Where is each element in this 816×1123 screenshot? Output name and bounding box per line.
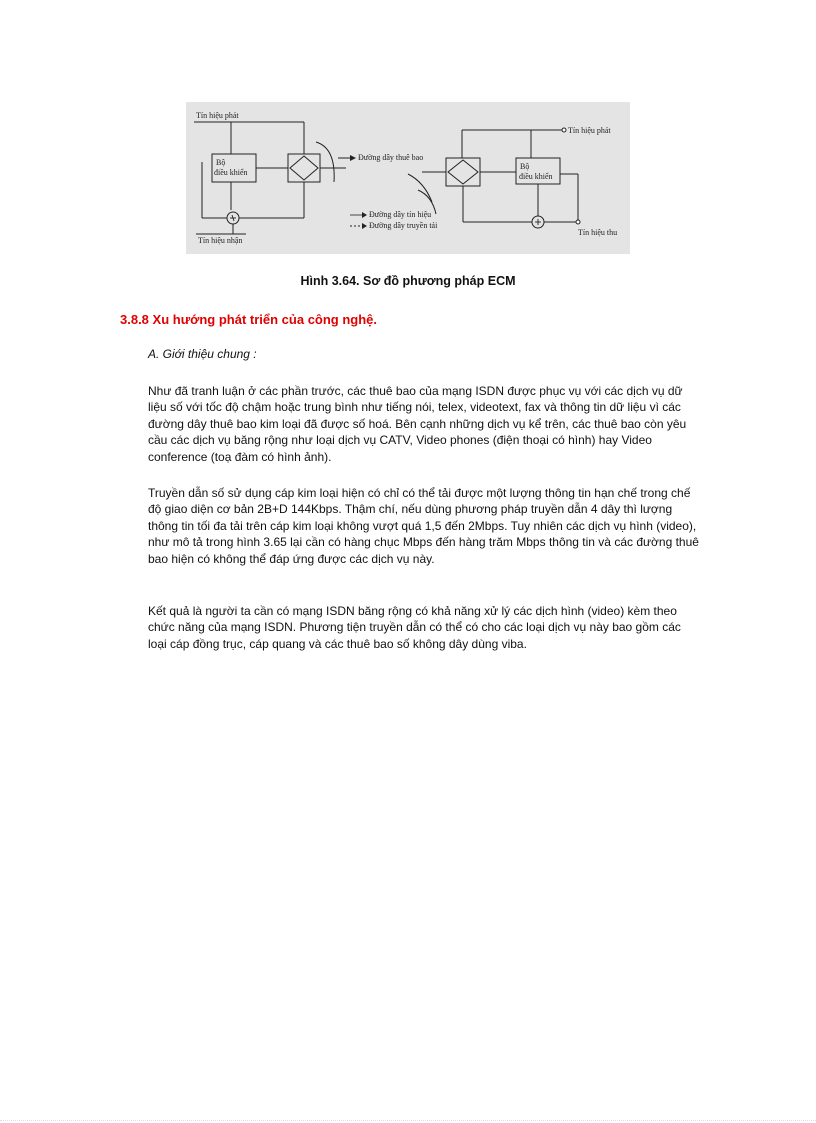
label-subscriber-line: Đường dây thuê bao	[358, 153, 424, 162]
label-rx-left: Tín hiệu nhận	[198, 236, 243, 245]
ecm-diagram	[186, 102, 630, 254]
paragraph-2: Truyền dẫn số sử dụng cáp kim loại hiện có chỉ có thể tải được một lượng thông tin hạn chế trong chế độ giao diện cơ bản 2B+D 144Kbps. Thậm chí, nếu dùng phương pháp truyền dẫn 4 dây thì lượng thông tin tối đa tải trên cáp kim loại không vượt quá 1,5 đến 2Mbps. Tuy nhiên các dịch vụ hình (video), như mô tả trong hình 3.65 lại cần có hàng chục Mbps đến hàng trăm Mbps thông tin và các đường thuê bao hiện có không thể đáp ứng được các dịch vụ này.	[148, 486, 699, 566]
label-controller-left-2: điều khiển	[214, 168, 248, 177]
label-controller-left-1: Bộ	[216, 158, 226, 167]
label-tx-right: Tín hiệu phát	[568, 126, 611, 135]
label-controller-right-1: Bộ	[520, 162, 530, 171]
paragraph-3: Kết quả là người ta cần có mạng ISDN băng rộng có khả năng xử lý các dịch hình (video) kèm theo chức năng của mạng ISDN. Phương tiện truyền dẫn có thể có cho các loại dịch vụ này bao gồm các loại cáp đồng trục, cáp quang và các thuê bao số không dây dùng viba.	[148, 604, 681, 651]
ecm-diagram-svg	[186, 102, 630, 254]
hybrid-box-right	[446, 158, 480, 186]
label-controller-right-2: điều khiển	[519, 172, 553, 181]
label-tx-left: Tín hiệu phát	[196, 111, 239, 120]
echo-curve-left	[316, 142, 334, 182]
hybrid-box-left	[288, 154, 320, 182]
legend-arrow-dashed	[362, 223, 367, 229]
legend-arrow-solid	[362, 212, 367, 218]
tx-terminal-right	[562, 128, 566, 132]
hybrid-diamond-right	[448, 160, 478, 184]
label-legend-transmit: Đường dây truyền tải	[369, 221, 438, 230]
subheading: A. Giới thiệu chung :	[148, 347, 257, 361]
label-rx-right: Tín hiệu thu	[578, 228, 618, 237]
arrow-head	[350, 155, 356, 161]
section-heading: 3.8.8 Xu hướng phát triển của công nghệ.	[120, 312, 378, 327]
page-bottom-border	[0, 1120, 816, 1121]
figure-caption: Hình 3.64. Sơ đồ phương pháp ECM	[300, 274, 516, 288]
label-legend-signal: Đường dây tín hiệu	[369, 210, 432, 219]
paragraph-1: Như đã tranh luận ở các phần trước, các thuê bao của mạng ISDN được phục vụ với các dịch vụ dữ liệu số với tốc độ chậm hoặc trung bình như tiếng nói, telex, videotext, fax và thông tin dữ liệu vì các đường dây thuê bao kim loại đã được số hoá. Bên cạnh những dịch vụ kể trên, các thuê bao còn yêu cầu các dịch vụ băng rộng như loại dịch vụ CATV, Video phones (điện thoại có hình) hay Video conference (toạ đàm có hình ảnh).	[148, 384, 687, 464]
hybrid-diamond-left	[290, 156, 318, 180]
rx-terminal-right	[576, 220, 580, 224]
